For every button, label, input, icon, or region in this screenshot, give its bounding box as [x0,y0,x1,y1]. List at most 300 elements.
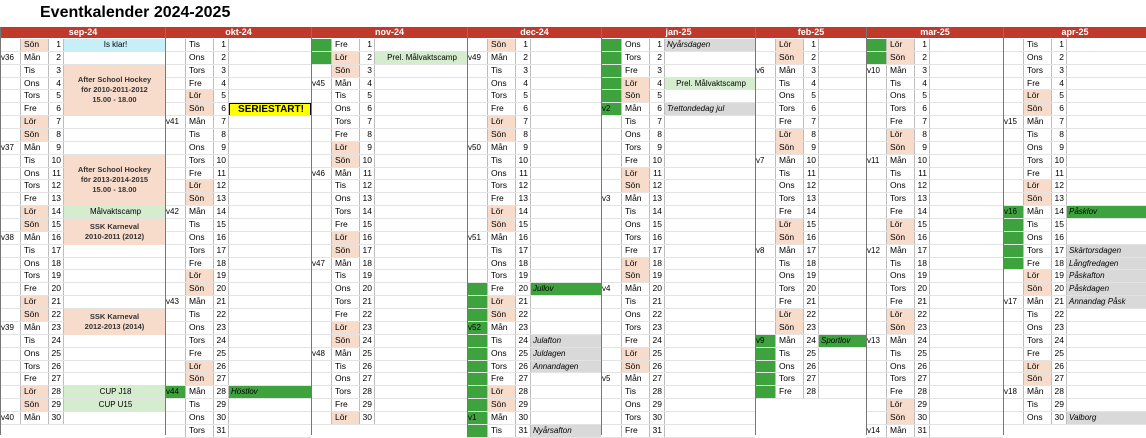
month-divider [1003,27,1004,435]
day-number: 4 [1051,78,1067,91]
day-name: Ons [621,129,649,142]
week-number: v9 [755,335,775,348]
day-number: 6 [649,103,665,116]
day-number: 6 [213,103,229,116]
day-name: Mån [20,232,48,245]
day-name: Ons [621,309,649,322]
day-name: Tors [185,335,213,348]
week-number: v49 [468,52,481,62]
day-number: 21 [359,296,375,309]
month-header-mar-25: mar-25 [866,27,1003,38]
day-number: 31 [515,425,531,438]
day-number: 19 [213,270,229,283]
day-name: Fre [1023,78,1051,91]
day-number: 8 [48,129,64,142]
day-name: Ons [331,283,359,296]
day-name: Sön [886,142,914,155]
day-number: 27 [515,373,531,386]
month-header-feb-25: feb-25 [755,27,866,38]
event-cell[interactable]: Jullov [531,283,601,296]
day-name: Sön [487,219,515,232]
day-number: 20 [213,283,229,296]
event-cell[interactable]: Prel. Målvaktscamp [665,78,755,91]
month-header-nov-24: nov-24 [311,27,467,38]
day-name: Tors [775,193,803,206]
day-name: Mån [621,193,649,206]
day-number: 26 [515,361,531,374]
week-number: v13 [867,335,880,345]
day-name: Ons [185,322,213,335]
day-number: 23 [803,322,819,335]
day-number: 28 [803,386,819,399]
day-number: 3 [515,65,531,78]
day-name: Tors [775,283,803,296]
week-number: v1 [467,412,487,425]
day-number: 6 [515,103,531,116]
day-name: Sön [20,309,48,322]
day-name: Fre [775,206,803,219]
week-number: v17 [1004,297,1017,307]
day-name: Tors [886,373,914,386]
day-name: Tors [621,52,649,65]
day-number: 12 [359,180,375,193]
day-number: 26 [48,361,64,374]
day-name: Ons [185,412,213,425]
day-number: 29 [359,399,375,412]
day-number: 26 [649,361,665,374]
day-name: Tis [621,386,649,399]
info-block-line: för 2010-2011-2012 [81,85,148,95]
week-number: v46 [312,168,325,178]
day-number: 29 [48,399,64,412]
day-name: Mån [331,258,359,271]
day-number: 16 [515,232,531,245]
info-block-line: 15.00 - 18.00 [92,95,137,105]
day-number: 13 [649,193,665,206]
day-name: Tors [621,412,649,425]
day-number: 18 [914,258,930,271]
day-number: 14 [1051,206,1067,219]
day-number: 21 [48,296,64,309]
event-cell[interactable]: Påskdagen [1067,283,1146,296]
day-name: Ons [621,399,649,412]
day-number: 20 [914,283,930,296]
week-number: v7 [756,155,765,165]
day-name: Lör [20,386,48,399]
event-cell[interactable]: Prel. Målvaktscamp [375,52,467,65]
day-number: 25 [914,348,930,361]
day-number: 4 [803,78,819,91]
day-number: 3 [359,65,375,78]
day-name: Tors [185,245,213,258]
day-number: 15 [803,219,819,232]
day-number: 27 [1051,373,1067,386]
day-name: Sön [331,245,359,258]
day-name: Mån [487,412,515,425]
day-number: 16 [213,232,229,245]
day-name: Sön [886,232,914,245]
week-number: v2 [601,103,621,116]
info-block-line: 15.00 - 18.00 [92,185,137,195]
day-number: 12 [515,180,531,193]
day-number: 24 [213,335,229,348]
day-name: Mån [1023,386,1051,399]
day-name: Sön [775,232,803,245]
day-number: 26 [359,361,375,374]
day-number: 24 [48,335,64,348]
day-number: 25 [48,348,64,361]
day-name: Ons [775,270,803,283]
day-number: 7 [213,116,229,129]
day-number: 2 [48,52,64,65]
day-name: Tis [331,361,359,374]
month-divider [165,27,166,435]
day-name: Lör [775,219,803,232]
week-number: v3 [602,194,611,204]
day-name: Tis [487,155,515,168]
day-name: Mån [886,155,914,168]
day-number: 11 [359,168,375,181]
day-number: 20 [515,283,531,296]
day-number: 18 [649,258,665,271]
day-number: 26 [803,361,819,374]
day-number: 6 [48,103,64,116]
day-name: Fre [886,206,914,219]
day-number: 16 [48,232,64,245]
day-name: Lör [775,129,803,142]
event-cell[interactable]: Påsklov [1067,206,1146,219]
day-number: 2 [515,52,531,65]
day-name: Mån [621,103,649,116]
day-number: 17 [48,245,64,258]
day-name: Tors [886,193,914,206]
day-number: 19 [359,270,375,283]
day-number: 12 [48,180,64,193]
day-number: 18 [1051,258,1067,271]
event-cell[interactable]: Valborg [1067,412,1146,425]
day-number: 3 [803,65,819,78]
day-number: 8 [649,129,665,142]
week-number: v52 [467,322,487,335]
day-name: Ons [621,219,649,232]
day-number: 27 [359,373,375,386]
day-name: Lör [886,39,914,52]
day-number: 13 [515,193,531,206]
day-number: 30 [213,412,229,425]
day-name: Ons [487,258,515,271]
day-number: 29 [213,399,229,412]
day-name: Tis [487,335,515,348]
info-block-line: SSK Karneval [89,311,140,321]
day-number: 9 [213,142,229,155]
day-name: Fre [20,103,48,116]
day-number: 5 [515,90,531,103]
day-number: 4 [48,78,64,91]
day-number: 21 [649,296,665,309]
day-number: 16 [1051,232,1067,245]
day-number: 26 [213,361,229,374]
month-divider [601,27,602,435]
day-number: 28 [48,386,64,399]
day-name: Tors [487,270,515,283]
day-name: Lör [331,322,359,335]
day-name: Ons [331,373,359,386]
day-name: Sön [621,180,649,193]
week-number: v41 [166,117,179,127]
day-name: Tors [775,373,803,386]
day-number: 17 [1051,245,1067,258]
day-number: 6 [914,103,930,116]
day-name: Fre [886,116,914,129]
day-name: Sön [886,52,914,65]
day-name: Ons [487,168,515,181]
day-name: Tis [487,65,515,78]
day-number: 20 [359,283,375,296]
info-block [64,309,165,335]
day-name: Ons [886,180,914,193]
day-number: 19 [649,270,665,283]
day-number: 10 [649,155,665,168]
day-name: Sön [331,155,359,168]
event-cell[interactable]: Is klar! [64,39,165,52]
day-name: Ons [185,142,213,155]
page-title: Eventkalender 2024-2025 [40,4,231,21]
day-number: 14 [649,206,665,219]
day-number: 24 [515,335,531,348]
day-number: 18 [803,258,819,271]
day-name: Tis [185,39,213,52]
day-name: Fre [185,78,213,91]
week-number: v10 [867,65,880,75]
day-name: Sön [20,39,48,52]
day-number: 12 [213,180,229,193]
day-name: Tis [1023,129,1051,142]
day-name: Lör [621,348,649,361]
day-number: 24 [649,335,665,348]
day-name: Fre [775,386,803,399]
event-cell[interactable]: Sportlov [819,335,866,348]
day-name: Tis [775,258,803,271]
day-number: 1 [515,39,531,52]
day-name: Mån [20,142,48,155]
day-name: Lör [185,270,213,283]
day-name: Lör [621,78,649,91]
day-number: 6 [803,103,819,116]
event-cell[interactable]: Trettondedag jul [665,103,755,116]
day-name: Fre [331,219,359,232]
day-number: 14 [914,206,930,219]
day-name: Tors [621,322,649,335]
day-number: 22 [803,309,819,322]
day-name: Tis [775,78,803,91]
day-number: 9 [914,142,930,155]
week-number: v47 [312,258,325,268]
day-name: Tis [621,206,649,219]
event-cell[interactable]: Påskafton [1067,270,1146,283]
day-number: 1 [213,39,229,52]
day-number: 2 [359,52,375,65]
month-header-sep-24: sep-24 [0,27,165,38]
day-name: Tis [185,309,213,322]
day-name: Mån [886,335,914,348]
day-name: Sön [487,39,515,52]
day-number: 15 [649,219,665,232]
event-cell[interactable]: Juldagen [531,348,601,361]
event-cell[interactable]: Annandagen [531,361,601,374]
day-number: 28 [213,386,229,399]
event-cell[interactable]: Nyårsafton [531,425,601,438]
day-number: 3 [213,65,229,78]
week-number: v12 [867,245,880,255]
event-cell[interactable]: Målvaktscamp [64,206,165,219]
day-name: Tors [1023,155,1051,168]
day-name: Tis [487,245,515,258]
day-number: 17 [213,245,229,258]
day-name: Mån [487,142,515,155]
day-name: Mån [775,335,803,348]
day-number: 1 [803,39,819,52]
day-number: 25 [359,348,375,361]
day-name: Lör [20,116,48,129]
day-number: 4 [359,78,375,91]
week-number: v48 [312,348,325,358]
day-name: Sön [185,373,213,386]
day-name: Lör [621,168,649,181]
day-name: Ons [1023,52,1051,65]
day-number: 4 [649,78,665,91]
week-number: v42 [166,207,179,217]
week-number: v11 [867,155,880,165]
day-number: 30 [48,412,64,425]
event-cell[interactable]: Långfredagen [1067,258,1146,271]
day-name: Mån [331,168,359,181]
day-name: Sön [621,90,649,103]
day-number: 13 [1051,193,1067,206]
day-name: Tis [185,129,213,142]
day-name: Ons [886,270,914,283]
day-name: Sön [621,361,649,374]
day-name: Tis [331,90,359,103]
day-name: Fre [621,335,649,348]
day-name: Mån [185,296,213,309]
day-number: 8 [515,129,531,142]
day-number: 2 [914,52,930,65]
event-cell[interactable]: Höstlov [229,386,311,399]
day-number: 9 [359,142,375,155]
day-name: Sön [886,322,914,335]
day-name: Tors [1023,245,1051,258]
day-name: Tis [20,65,48,78]
day-name: Ons [1023,322,1051,335]
day-number: 29 [649,399,665,412]
info-block [64,65,165,116]
day-number: 5 [359,90,375,103]
day-number: 21 [914,296,930,309]
day-name: Fre [775,296,803,309]
day-name: Ons [1023,232,1051,245]
day-number: 17 [359,245,375,258]
day-number: 4 [914,78,930,91]
day-number: 23 [649,322,665,335]
day-number: 1 [359,39,375,52]
day-number: 27 [213,373,229,386]
month-divider [467,27,468,435]
day-number: 25 [649,348,665,361]
day-name: Fre [20,283,48,296]
day-number: 1 [914,39,930,52]
day-number: 22 [515,309,531,322]
day-name: Fre [621,425,649,438]
day-name: Tis [1023,399,1051,412]
day-number: 17 [803,245,819,258]
day-number: 18 [48,258,64,271]
day-name: Lör [185,90,213,103]
info-block-line: SSK Karneval [89,221,140,231]
day-name: Sön [487,309,515,322]
info-block-line: After School Hockey [77,75,152,85]
day-number: 10 [1051,155,1067,168]
day-number: 23 [515,322,531,335]
day-name: Fre [331,129,359,142]
day-number: 9 [649,142,665,155]
event-cell[interactable]: CUP U15 [64,399,165,412]
day-number: 12 [803,180,819,193]
event-cell[interactable]: Annandag Påsk [1067,296,1146,309]
day-name: Sön [20,129,48,142]
day-name: Lör [775,39,803,52]
day-name: Fre [621,155,649,168]
day-name: Ons [185,232,213,245]
event-cell[interactable]: Skärtorsdagen [1067,245,1146,258]
day-name: Mån [886,245,914,258]
event-cell[interactable]: CUP J18 [64,386,165,399]
event-cell[interactable]: SERIESTART! [229,103,311,116]
day-name: Sön [775,322,803,335]
day-name: Ons [487,348,515,361]
event-cell[interactable]: Julafton [531,335,601,348]
day-name: Tis [20,245,48,258]
event-cell[interactable]: Nyårsdagen [665,39,755,52]
day-number: 13 [359,193,375,206]
day-number: 11 [803,168,819,181]
day-number: 26 [1051,361,1067,374]
day-number: 22 [914,309,930,322]
day-number: 12 [1051,180,1067,193]
day-name: Sön [886,412,914,425]
day-number: 30 [1051,412,1067,425]
day-name: Ons [775,90,803,103]
day-number: 22 [359,309,375,322]
day-number: 1 [1051,39,1067,52]
day-name: Ons [185,52,213,65]
day-name: Tis [621,296,649,309]
day-number: 21 [1051,296,1067,309]
day-number: 18 [213,258,229,271]
day-number: 14 [213,206,229,219]
day-number: 15 [213,219,229,232]
day-name: Lör [1023,361,1051,374]
day-name: Mån [775,155,803,168]
day-number: 30 [515,412,531,425]
day-name: Sön [775,142,803,155]
day-number: 17 [649,245,665,258]
day-number: 10 [48,155,64,168]
day-name: Sön [1023,193,1051,206]
day-number: 15 [1051,219,1067,232]
day-name: Mån [775,245,803,258]
day-name: Lör [331,232,359,245]
day-number: 1 [649,39,665,52]
